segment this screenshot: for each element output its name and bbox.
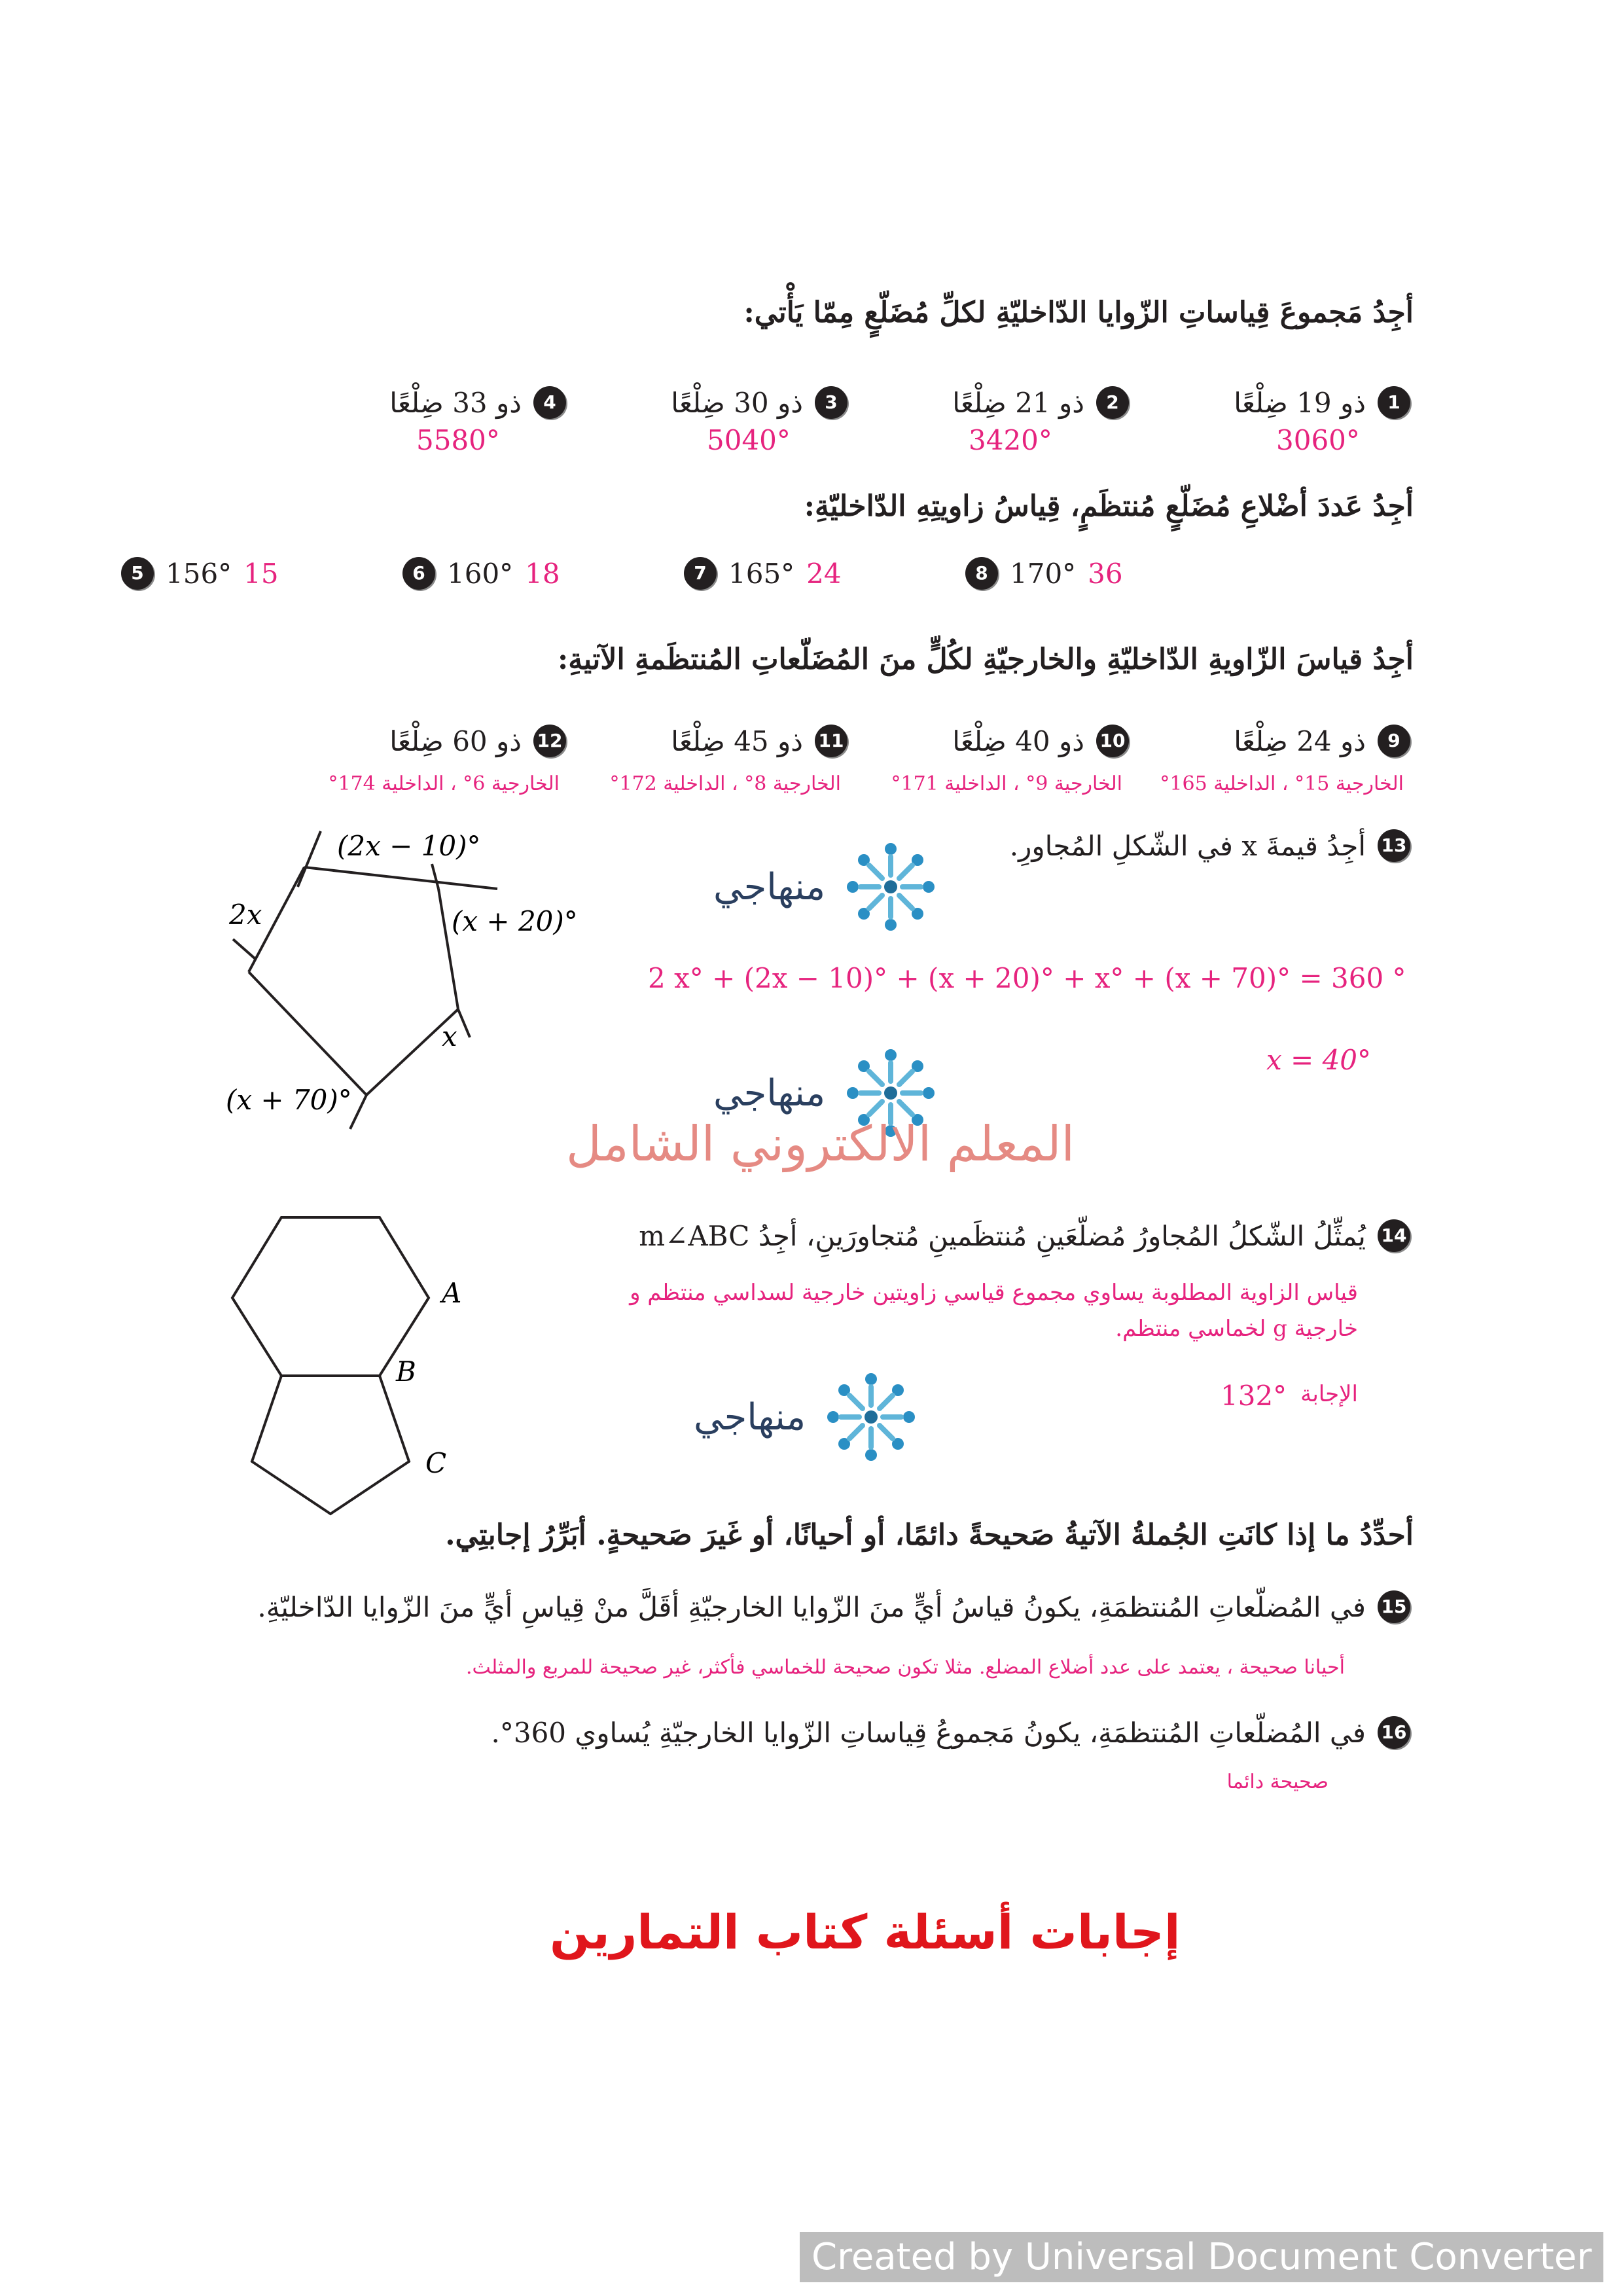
answer-11: الخارجية 8° ، الداخلية 172°	[609, 772, 841, 795]
exercise-number: 10	[1096, 725, 1129, 757]
exercise-number: 14	[1378, 1219, 1410, 1252]
q14-answer-value: 132°	[1221, 1380, 1287, 1412]
section1-heading: أجِدُ مَجموعَ قِياساتِ الزّوايا الدّاخليّةِ لكلِّ مُضَلّعٍ مِمّا يَأْتي:	[743, 296, 1414, 329]
exercise-4	[389, 386, 566, 419]
manhaji-emblem-icon	[838, 834, 943, 939]
exercise-6	[402, 557, 560, 590]
answer-1: 3060°	[1276, 424, 1360, 456]
exercise-text: ذو 45 ضِلْعًا	[671, 725, 803, 757]
exercise-number: 7	[684, 557, 717, 590]
exercise-2	[952, 386, 1129, 419]
exercise-text: ذو 21 ضِلْعًا	[952, 386, 1084, 419]
exercise-number: 9	[1378, 725, 1410, 757]
exercise-text: 170°	[1010, 557, 1077, 590]
exercise-text: في المُضلّعاتِ المُنتظمَةِ، يكونُ مَجموعُ قِياساتِ الزّوايا الخارجيّةِ يُساوي 360°.	[491, 1716, 1366, 1749]
hexagon-pentagon-figure	[216, 1204, 517, 1525]
label-c: C	[425, 1447, 447, 1479]
logo-text: منهاجي	[713, 865, 826, 908]
exercise-text: ذو 60 ضِلْعًا	[389, 725, 522, 757]
q13-answer: x = 40°	[1266, 1044, 1372, 1076]
exercise-number: 2	[1096, 386, 1129, 419]
pentagon-figure	[216, 821, 578, 1149]
q15-answer: أحيانا صحيحة ، يعتمد على عدد أضلاع المضلع. مثلا تكون صحيحة للخماسي فأكثر، غير صحيحة للمربع والمثلث.	[466, 1656, 1345, 1679]
exercise-number: 16	[1378, 1716, 1410, 1749]
label-b: B	[396, 1355, 416, 1388]
exercise-text: 160°	[447, 557, 514, 590]
answer-4: 5580°	[416, 424, 500, 456]
exercise-number: 13	[1378, 829, 1410, 862]
exercise-text: ذو 24 ضِلْعًا	[1234, 725, 1366, 757]
answer-10: الخارجية 9° ، الداخلية 171°	[891, 772, 1122, 795]
exercise-15	[257, 1590, 1410, 1623]
answer-5: 15	[243, 557, 279, 590]
exercise-13	[1010, 829, 1410, 862]
exercise-text: 165°	[728, 557, 795, 590]
section2-heading: أجِدُ عَددَ أضْلاعِ مُضَلّعٍ مُنتظَمٍ، قِياسُ زاويتِهِ الدّاخليّةِ:	[804, 490, 1414, 523]
manhaji-emblem-icon	[819, 1365, 923, 1469]
exercise-text: ذو 19 ضِلْعًا	[1234, 386, 1366, 419]
exercise-text: ذو 40 ضِلْعًا	[952, 725, 1084, 757]
exercise-number: 3	[815, 386, 847, 419]
exercise-text: أجِدُ قيمةَ x في الشّكلِ المُجاورِ.	[1009, 829, 1366, 862]
section3-heading: أجِدُ قياسَ الزّاويةِ الدّاخليّةِ والخارجيّةِ لكُلٍّ منَ المُضَلّعاتِ المُنتظَمةِ الآتيةِ:	[558, 643, 1414, 676]
section4-heading: أحدِّدُ ما إذا كانَتِ الجُملةُ الآتيةُ صَحيحةً دائمًا، أو أحيانًا، أو غَيرَ صَحيحةٍ. أبَرِّرُ إجابتِي.	[445, 1518, 1414, 1552]
label-top: (2x − 10)°	[337, 830, 481, 862]
exercise-9	[1234, 725, 1410, 757]
q16-answer: صحيحة دائما	[1226, 1770, 1329, 1793]
exercise-14	[639, 1219, 1410, 1252]
exercise-text: ذو 33 ضِلْعًا	[389, 386, 522, 419]
exercise-number: 11	[815, 725, 847, 757]
answer-2: 3420°	[969, 424, 1052, 456]
exercise-5	[121, 557, 279, 590]
answer-6: 18	[525, 557, 560, 590]
exercise-8	[965, 557, 1123, 590]
exercise-text: في المُضلّعاتِ المُنتظمَةِ، يكونُ قياسُ أيٍّ منَ الزّوايا الخارجيّةِ أقَلَّ منْ قِياسِ أيٍّ منَ الزّوايا الدّاخليّةِ.	[257, 1590, 1366, 1623]
label-left: 2x	[229, 899, 262, 931]
label-right: (x + 20)°	[452, 905, 578, 937]
exercise-number: 8	[965, 557, 998, 590]
exercise-7	[684, 557, 842, 590]
exercise-text: يُمثِّلُ الشّكلُ المُجاورُ مُضلّعَينِ مُنتظَمينِ مُتجاورَينِ، أجِدُ m∠ABC	[639, 1219, 1366, 1252]
label-lower-right: x	[442, 1020, 457, 1052]
answer-12: الخارجية 6° ، الداخلية 174°	[328, 772, 560, 795]
exercise-3	[671, 386, 847, 419]
q14-explanation-line1: قياس الزاوية المطلوبة يساوي مجموع قياسي زاويتين خارجية لسداسي منتظم و	[630, 1280, 1358, 1306]
exercise-12	[389, 725, 566, 757]
exercise-11	[671, 725, 847, 757]
exercise-number: 12	[533, 725, 566, 757]
q14-answer-label: الإجابة	[1300, 1381, 1358, 1407]
exercise-text: ذو 30 ضِلْعًا	[671, 386, 803, 419]
exercise-10	[952, 725, 1129, 757]
manhaji-logo	[713, 834, 943, 939]
exercise-text: 156°	[166, 557, 232, 590]
label-a: A	[442, 1277, 462, 1309]
q14-explanation-line2: خارجية g لخماسي منتظم.	[1115, 1316, 1358, 1342]
exercise-1	[1234, 386, 1410, 419]
answer-8: 36	[1088, 557, 1123, 590]
exercise-number: 1	[1378, 386, 1410, 419]
label-bottom: (x + 70)°	[226, 1084, 352, 1116]
exercise-number: 5	[121, 557, 154, 590]
watermark: المعلم الالكتروني الشامل	[566, 1116, 1075, 1172]
page-title: إجابات أسئلة كتاب التمارين	[550, 1905, 1181, 1960]
exercise-number: 15	[1378, 1590, 1410, 1623]
answer-9: الخارجية 15° ، الداخلية 165°	[1160, 772, 1404, 795]
logo-text: منهاجي	[713, 1071, 826, 1115]
manhaji-logo-3	[694, 1365, 923, 1469]
answer-7: 24	[806, 557, 842, 590]
q13-equation: 2 x° + (2x − 10)° + (x + 20)° + x° + (x + 70)° = 360 °	[648, 962, 1406, 994]
answer-3: 5040°	[707, 424, 791, 456]
exercise-number: 4	[533, 386, 566, 419]
converter-footer: Created by Universal Document Converter	[800, 2232, 1603, 2282]
logo-text: منهاجي	[694, 1395, 806, 1439]
exercise-number: 6	[402, 557, 435, 590]
exercise-16	[491, 1716, 1411, 1749]
